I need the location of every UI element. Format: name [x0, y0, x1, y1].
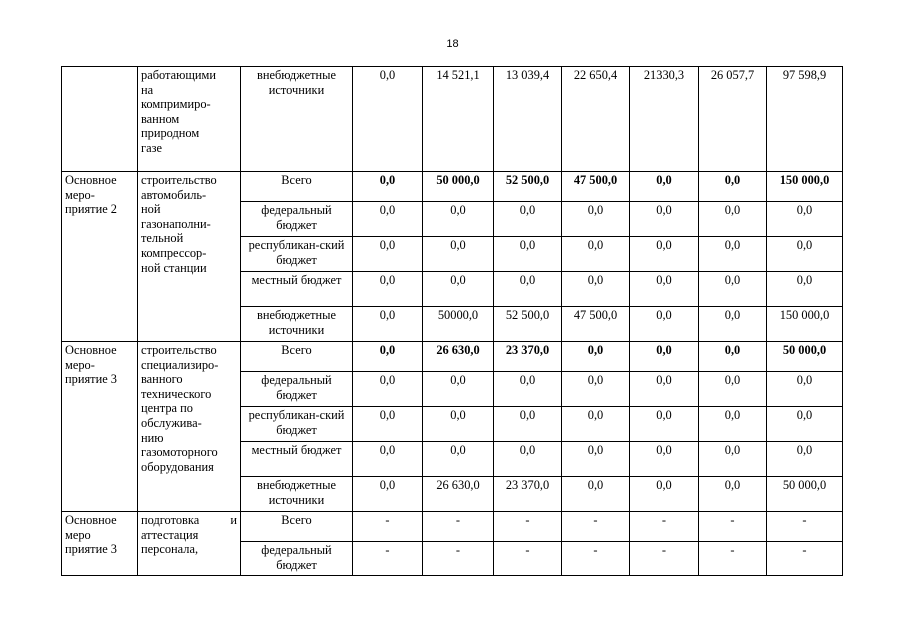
value-cell: 0,0 — [494, 272, 562, 307]
description-word: подготовка — [141, 513, 200, 527]
value-cell: - — [494, 542, 562, 576]
value-cell: 0,0 — [767, 372, 843, 407]
description-line: строительство — [141, 343, 217, 357]
value-cell: 0,0 — [494, 237, 562, 272]
value-cell: 0,0 — [562, 237, 630, 272]
value-cell: 50 000,0 — [767, 477, 843, 512]
value-cell: 52 500,0 — [494, 172, 562, 202]
source-cell: республикан-ский бюджет — [241, 237, 353, 272]
description-line: специализиро- — [141, 357, 219, 372]
value-cell: 97 598,9 — [767, 67, 843, 172]
description-line: оборудования — [141, 459, 214, 474]
value-cell: 50 000,0 — [767, 342, 843, 372]
value-cell: 0,0 — [699, 407, 767, 442]
value-cell: 0,0 — [630, 477, 699, 512]
event-label-line: приятие 2 — [65, 202, 117, 217]
value-cell: - — [767, 542, 843, 576]
value-cell: 0,0 — [494, 372, 562, 407]
value-cell: 0,0 — [562, 477, 630, 512]
value-cell: 0,0 — [423, 237, 494, 272]
value-cell: 0,0 — [494, 442, 562, 477]
source-cell: федеральный бюджет — [241, 202, 353, 237]
event-label-cell — [62, 172, 138, 342]
value-cell: 0,0 — [562, 372, 630, 407]
value-cell: 150 000,0 — [767, 172, 843, 202]
value-cell: - — [423, 542, 494, 576]
table-row — [62, 172, 843, 202]
source-cell: внебюджетные источники — [241, 477, 353, 512]
description-line: автомобиль- — [141, 187, 207, 202]
value-cell: 0,0 — [423, 202, 494, 237]
value-cell: - — [630, 512, 699, 542]
event-label-cell — [62, 512, 138, 576]
description-line: компрессор- — [141, 245, 207, 260]
source-cell: республикан-ский бюджет — [241, 407, 353, 442]
value-cell: 0,0 — [767, 407, 843, 442]
description-line: аттестация — [141, 527, 199, 542]
value-cell: 0,0 — [767, 272, 843, 307]
description-cell — [138, 512, 241, 576]
source-cell: Всего — [241, 172, 353, 202]
value-cell: 0,0 — [423, 407, 494, 442]
table-row — [62, 512, 843, 542]
source-cell: местный бюджет — [241, 442, 353, 477]
value-cell: 0,0 — [630, 272, 699, 307]
description-line: обслужива- — [141, 415, 202, 430]
event-label-line: меро- — [65, 357, 95, 372]
description-line: ванном — [141, 111, 180, 126]
description-cell — [138, 172, 241, 342]
event-label-line: меро — [65, 527, 91, 542]
event-label-line: Основное — [65, 173, 117, 187]
value-cell: 0,0 — [630, 202, 699, 237]
source-cell: местный бюджет — [241, 272, 353, 307]
value-cell: 23 370,0 — [494, 477, 562, 512]
value-cell: 0,0 — [353, 237, 423, 272]
description-line: центра по — [141, 401, 193, 416]
value-cell: 0,0 — [353, 407, 423, 442]
description-line: газомоторного — [141, 445, 218, 460]
description-cell — [138, 342, 241, 512]
value-cell: 0,0 — [353, 477, 423, 512]
value-cell: 0,0 — [699, 237, 767, 272]
value-cell: 0,0 — [562, 442, 630, 477]
value-cell: - — [699, 542, 767, 576]
value-cell: 21330,3 — [630, 67, 699, 172]
value-cell: 0,0 — [630, 307, 699, 342]
value-cell: 0,0 — [767, 442, 843, 477]
value-cell: 50 000,0 — [423, 172, 494, 202]
value-cell: 0,0 — [494, 407, 562, 442]
table-row — [62, 342, 843, 372]
value-cell: 0,0 — [630, 172, 699, 202]
value-cell: 0,0 — [423, 442, 494, 477]
value-cell: 47 500,0 — [562, 172, 630, 202]
value-cell: 0,0 — [562, 407, 630, 442]
source-cell: Всего — [241, 512, 353, 542]
value-cell: - — [630, 542, 699, 576]
value-cell: 0,0 — [699, 477, 767, 512]
value-cell: 0,0 — [630, 372, 699, 407]
value-cell: 0,0 — [630, 442, 699, 477]
description-line: на — [141, 82, 154, 97]
description-line: газе — [141, 140, 162, 155]
description-cell — [138, 67, 241, 172]
value-cell: 0,0 — [699, 442, 767, 477]
description-line: технического — [141, 386, 212, 401]
value-cell: 47 500,0 — [562, 307, 630, 342]
description-word: и — [230, 513, 237, 527]
event-label-cell — [62, 342, 138, 512]
value-cell: 0,0 — [699, 307, 767, 342]
value-cell: 0,0 — [423, 372, 494, 407]
value-cell: - — [494, 512, 562, 542]
event-label-line: Основное — [65, 343, 117, 357]
value-cell: - — [353, 542, 423, 576]
value-cell: 52 500,0 — [494, 307, 562, 342]
value-cell: 0,0 — [699, 342, 767, 372]
value-cell: 26 630,0 — [423, 342, 494, 372]
description-line: нию — [141, 430, 164, 445]
source-cell: Всего — [241, 342, 353, 372]
value-cell: 0,0 — [423, 272, 494, 307]
description-line: ванного — [141, 372, 183, 387]
budget-table — [61, 66, 843, 576]
description-line: газонаполни- — [141, 216, 211, 231]
value-cell: - — [353, 512, 423, 542]
description-line: ной — [141, 202, 161, 217]
source-cell: федеральный бюджет — [241, 542, 353, 576]
value-cell: 0,0 — [630, 342, 699, 372]
description-line: работающими — [141, 68, 216, 82]
value-cell: 23 370,0 — [494, 342, 562, 372]
value-cell: 0,0 — [767, 237, 843, 272]
value-cell: 0,0 — [353, 342, 423, 372]
event-label-line: приятие 3 — [65, 542, 117, 557]
source-cell: внебюджетные источники — [241, 67, 353, 172]
value-cell: 13 039,4 — [494, 67, 562, 172]
value-cell: 0,0 — [699, 272, 767, 307]
description-line: тельной — [141, 231, 184, 246]
value-cell: 0,0 — [494, 202, 562, 237]
value-cell: 26 057,7 — [699, 67, 767, 172]
description-line: ной станции — [141, 260, 207, 275]
value-cell: - — [562, 542, 630, 576]
value-cell: 0,0 — [562, 342, 630, 372]
description-line: строительство — [141, 173, 217, 187]
value-cell: 0,0 — [353, 272, 423, 307]
value-cell: 0,0 — [699, 372, 767, 407]
value-cell: 14 521,1 — [423, 67, 494, 172]
source-cell: федеральный бюджет — [241, 372, 353, 407]
value-cell: 0,0 — [353, 202, 423, 237]
page-number: 18 — [446, 38, 459, 50]
value-cell: 0,0 — [630, 407, 699, 442]
value-cell: 50000,0 — [423, 307, 494, 342]
event-cell — [62, 67, 138, 172]
value-cell: 26 630,0 — [423, 477, 494, 512]
value-cell: 0,0 — [353, 442, 423, 477]
value-cell: 0,0 — [353, 307, 423, 342]
value-cell: - — [767, 512, 843, 542]
value-cell: - — [562, 512, 630, 542]
event-label-line: Основное — [65, 513, 117, 527]
description-line — [141, 513, 237, 528]
value-cell: 0,0 — [699, 202, 767, 237]
value-cell: - — [699, 512, 767, 542]
value-cell: 0,0 — [699, 172, 767, 202]
description-line: персонала, — [141, 542, 199, 557]
description-line: природном — [141, 126, 200, 141]
event-label-line: меро- — [65, 187, 95, 202]
value-cell: 0,0 — [562, 202, 630, 237]
event-label-line: приятие 3 — [65, 372, 117, 387]
value-cell: 0,0 — [767, 202, 843, 237]
value-cell: 0,0 — [353, 372, 423, 407]
value-cell: 22 650,4 — [562, 67, 630, 172]
source-cell: внебюджетные источники — [241, 307, 353, 342]
description-line: компримиро- — [141, 97, 211, 112]
value-cell: 0,0 — [353, 67, 423, 172]
value-cell: 150 000,0 — [767, 307, 843, 342]
table-row — [62, 67, 843, 172]
value-cell: 0,0 — [562, 272, 630, 307]
value-cell: 0,0 — [353, 172, 423, 202]
value-cell: - — [423, 512, 494, 542]
value-cell: 0,0 — [630, 237, 699, 272]
